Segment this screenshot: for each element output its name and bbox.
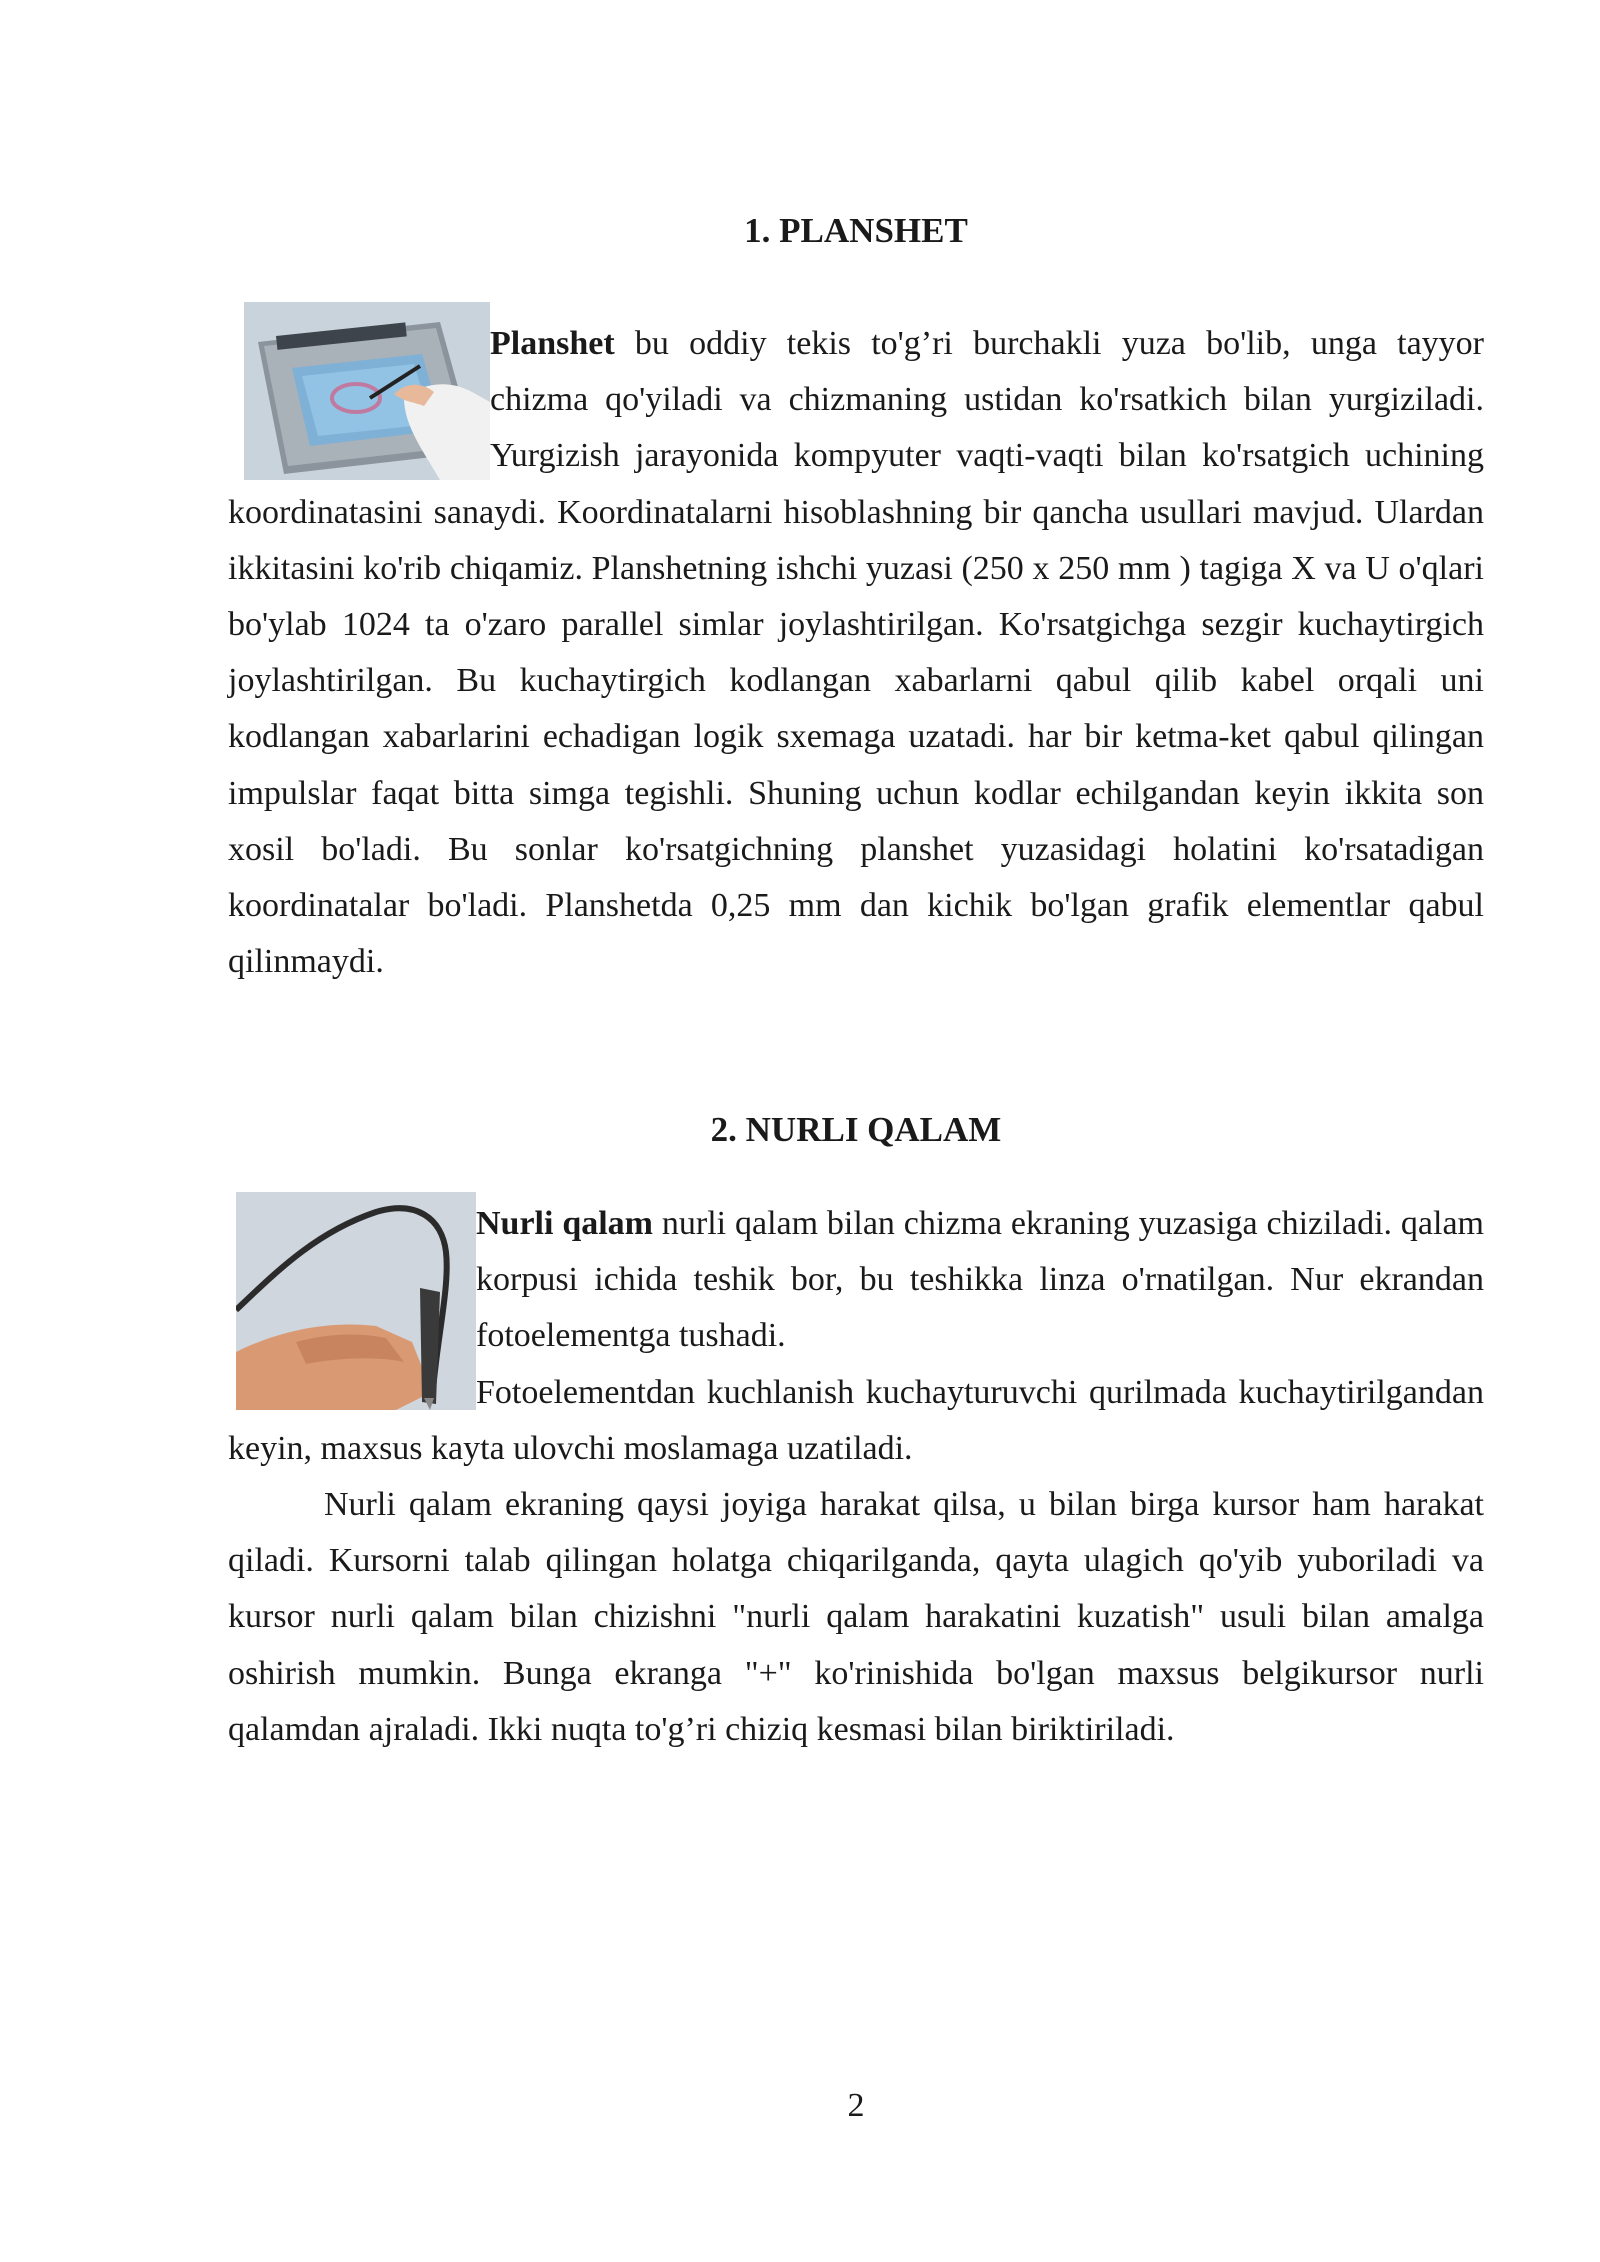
planshet-body-text: Yurgizish jarayonida kompyuter vaqti-vaqti bilan ko'rsatgich uchining koordinatasini sanaydi. Koordinatalarni hisoblashning bir qancha usullari mavjud. Ulardan ikkitasini ko'rib chiqamiz. Planshetning ishchi yuzasi (250 x 250 mm ) tagiga X va U o'qlari bo'ylab 1024 ta o'zaro parallel simlar joylashtirilgan. Ko'rsatgichga sezgir kuchaytirgich joylashtirilgan. Bu kuchaytirgich kodlangan xabarlarni qabul qilib kabel orqali uni kodlangan xabarlarini echadigan logik sxemaga uzatadi. har bir ketma-ket qabul qilingan impulslar faqat bitta simga tegishli. Shuning uchun kodlar echilgandan keyin ikkita son xosil bo'ladi. Bu sonlar ko'rsatgichning planshet yuzasidagi holatini ko'rsatadigan koordinatalar bo'ladi. Planshetda 0,25 mm dan kichik bo'lgan grafik elementlar qabul qilinmaydi. [228,437,1484,981]
nurli-qalam-paragraph-3: Nurli qalam ekraning qaysi joyiga harakat qilsa, u bilan birga kursor ham harakat qiladi. Kursorni talab qilingan holatga chiqarilganda, qayta ulagich qo'yib yuboriladi va kursor nurli qalam bilan chizishni "nurli qalam harakatini kuzatish" usuli bilan amalga oshirish mumkin. Bunga ekranga "+" ko'rinishida bo'lgan maxsus belgikursor nurli qalamdan ajraladi. Ikki nuqta to'g’ri chiziq kesmasi bilan biriktiriladi. [228,1486,1484,1748]
section-planshet [228,316,1484,990]
section-nurli-qalam [228,1196,1484,1758]
nurli-qalam-lead-term: Nurli qalam [476,1205,654,1242]
nurli-qalam-lead-text: nurli qalam bilan chizma ekraning yuzasiga chiziladi. qalam korpusi ichida teshik bor, bu teshikka linza o'rnatilgan. Nur ekrandan fotoelementga tushadi. [476,1205,1484,1355]
section-heading-nurli-qalam: 2. NURLI QALAM [710,1110,1002,1149]
section-heading-planshet: 1. PLANSHET [744,211,968,250]
planshet-lead-term: Planshet [490,325,615,362]
page-number: 2 [847,2087,865,2124]
planshet-lead-text: bu oddiy tekis to'g’ri burchakli yuza bo'lib, unga tayyor chizma qo'yiladi va chizmaning ustidan ko'rsatkich bilan yurgiziladi. [490,325,1484,419]
light-pen-image [236,1192,476,1410]
document-page [228,0,1484,2262]
graphics-tablet-image [244,302,490,480]
nurli-qalam-paragraph-2: Fotoelementdan kuchlanish kuchayturuvchi qurilmada kuchaytirilgandan keyin, maxsus kayta ulovchi moslamaga uzatiladi. [228,1373,1484,1467]
